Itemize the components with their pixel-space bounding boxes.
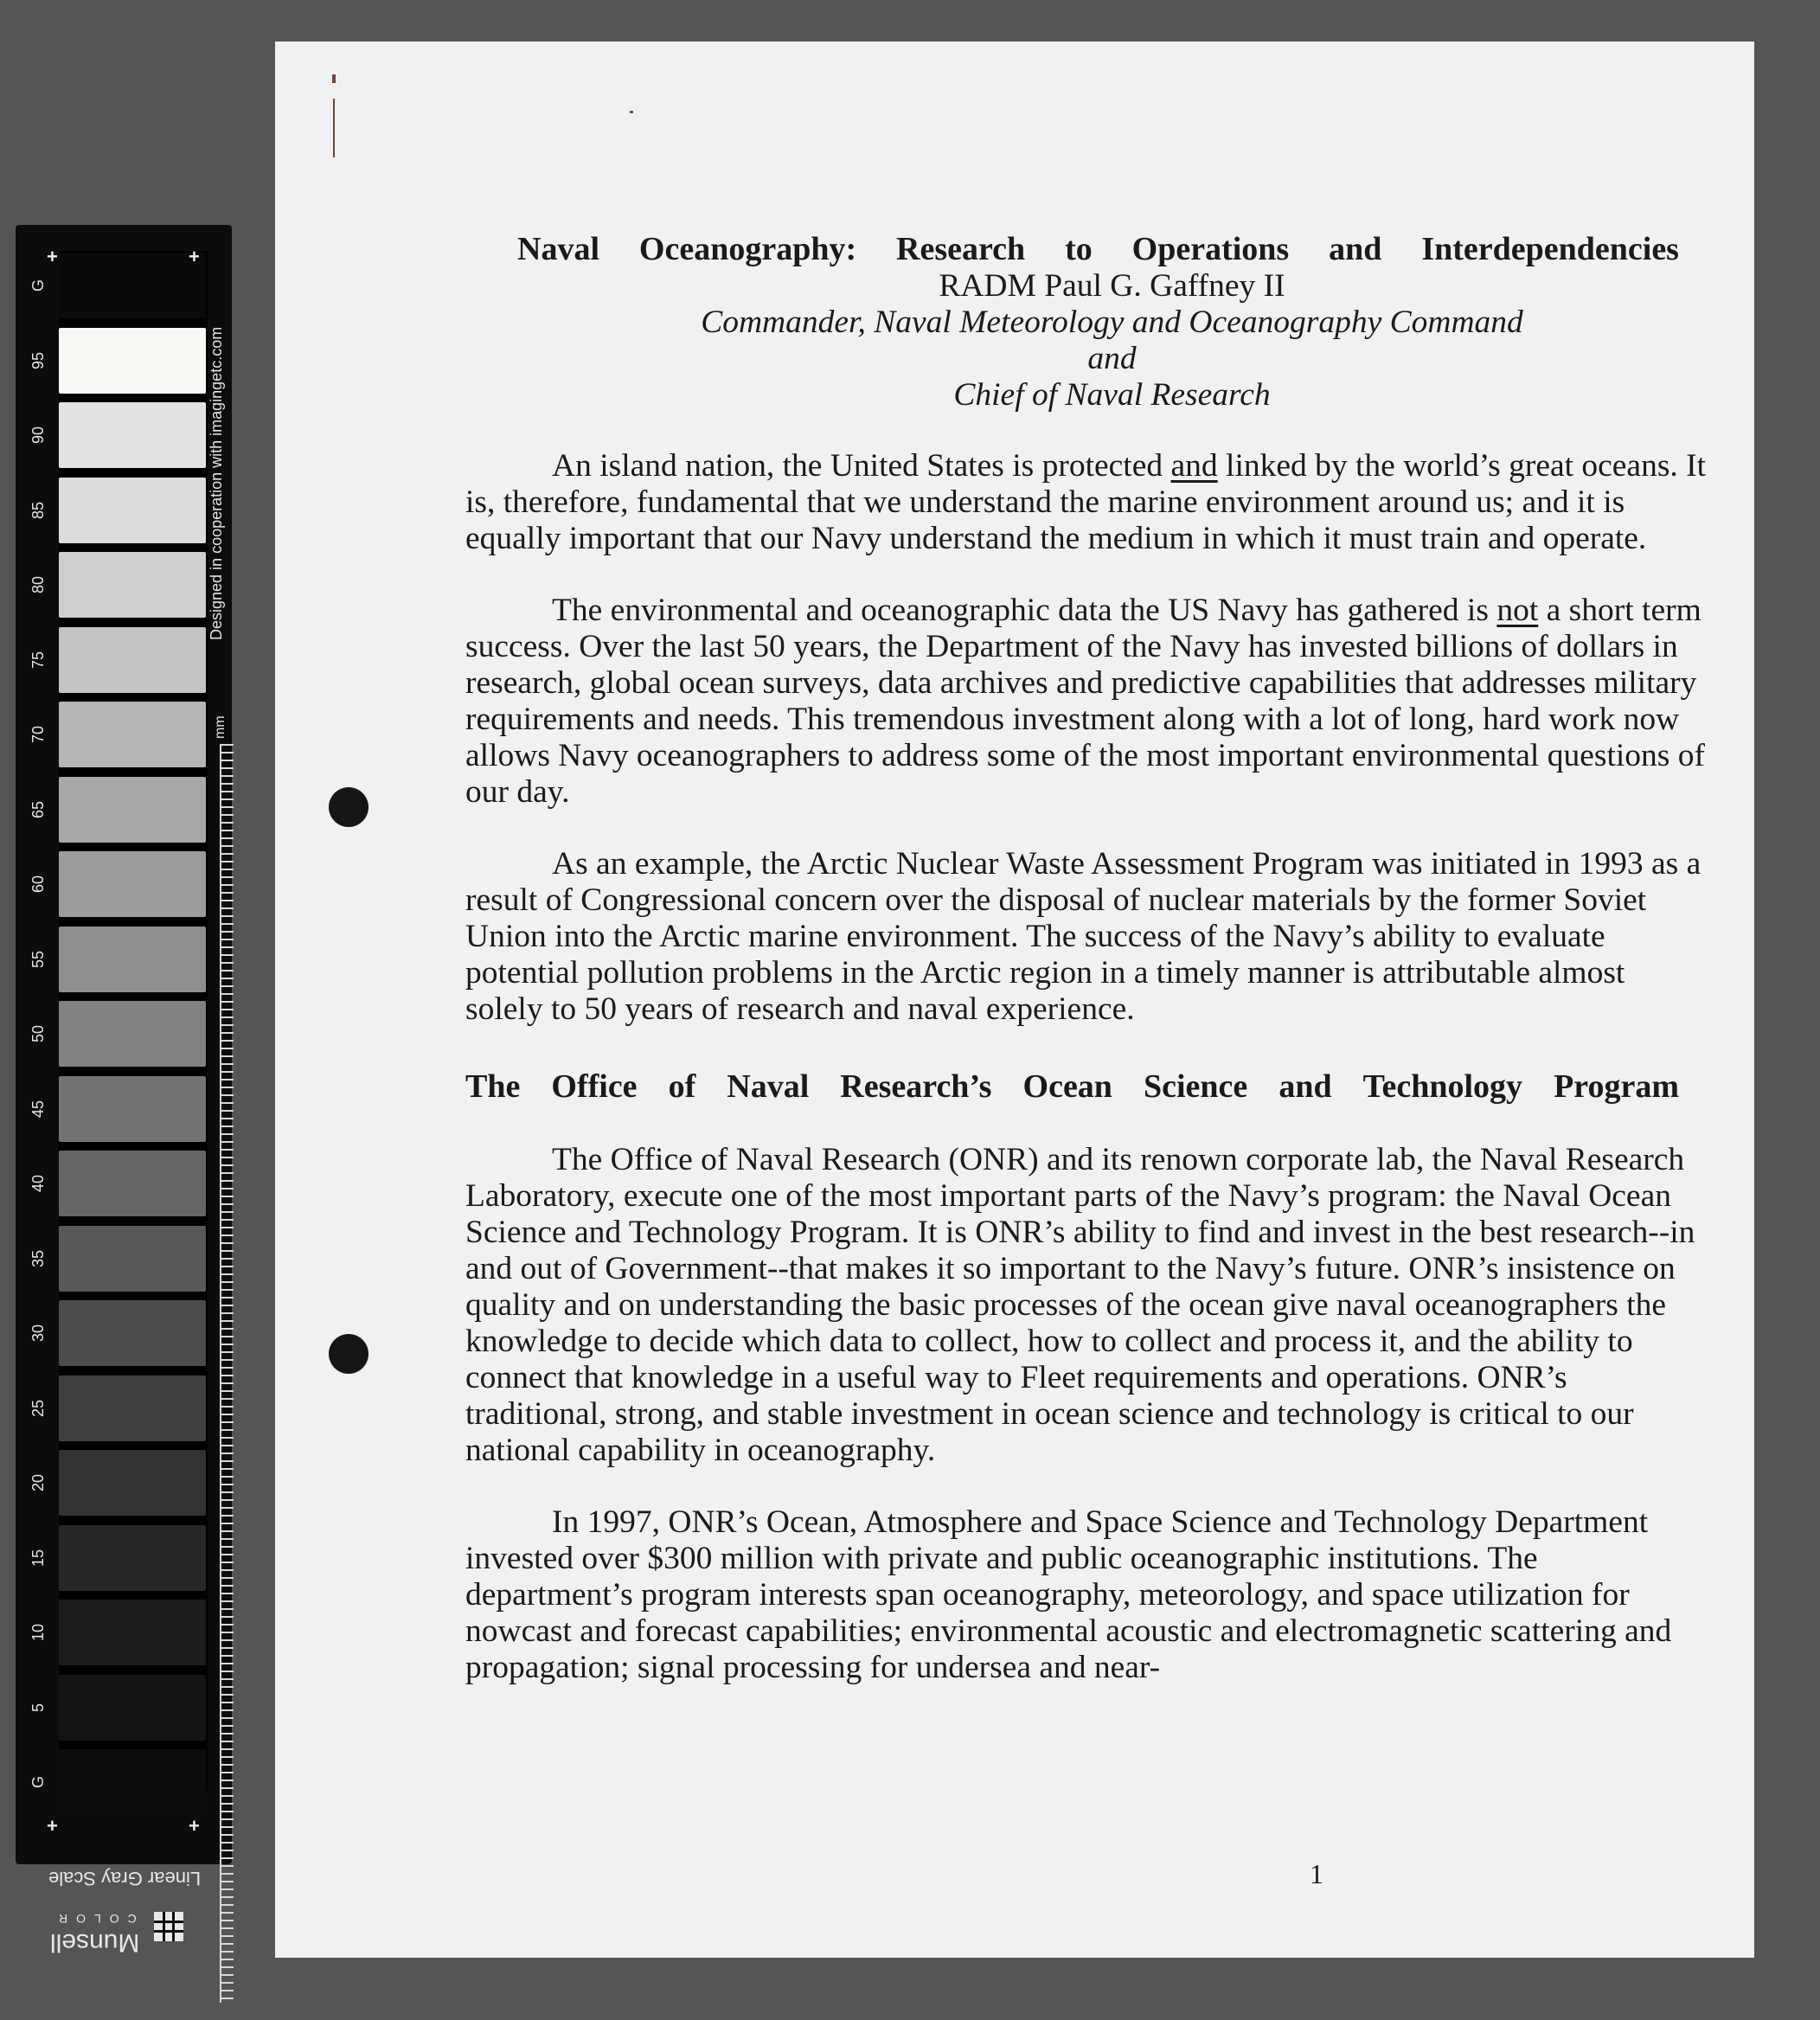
paragraph-1 [465, 448, 1707, 557]
gray-scale-number: 80 [29, 575, 47, 594]
title-word: and [1329, 231, 1382, 267]
gray-swatch [59, 851, 206, 917]
author-role-1: Commander, Naval Meteorology and Oceanography Command [701, 305, 1523, 340]
underlined-word: not [1496, 593, 1539, 628]
section-word: of [668, 1068, 696, 1105]
gray-scale-number: 70 [29, 725, 47, 744]
gray-swatch [59, 777, 206, 843]
mm-ruler [220, 744, 234, 2003]
paragraph-4: The Office of Naval Research (ONR) and its renown corporate lab, the Naval Research Laboratory, execute one of the most important parts of the Navy’s program: the Naval Ocean Science and Technology Program. It is ONR’s ability to find and invest in the best research--in and out of Government--that makes it so important to the Navy’s future. ONR’s insistence on quality and on understanding the basic processes of the ocean give naval oceanographers the knowledge to decide which data to collect, how to collect and process it, and the ability to connect that knowledge in a useful way to Fleet requirements and operations. ONR’s traditional, strong, and stable investment in ocean science and technology is critical to our national capability in oceanography. [465, 1142, 1695, 1468]
title-word: Interdependencies [1421, 231, 1679, 267]
gray-swatch [59, 478, 206, 543]
paper-speck [630, 111, 633, 113]
gray-scale-number: 20 [29, 1473, 47, 1492]
author: RADM Paul G. Gaffney II [939, 268, 1285, 304]
title-word: Oceanography: [638, 231, 857, 267]
gray-scale-number: 35 [29, 1249, 47, 1267]
paragraph-2 [465, 593, 1707, 811]
gray-scale-number: 25 [29, 1399, 47, 1417]
punch-hole [329, 1334, 368, 1374]
gray-swatch [59, 1151, 206, 1216]
gray-scale-number: 30 [29, 1324, 47, 1343]
gray-swatch [59, 1376, 206, 1441]
brand-sub: COLOR [50, 1912, 137, 1926]
paragraph-text: linked by the world’s great oceans. It is, therefore, fundamental that we understand the marine environment around us; and it is equally important that our Navy understand the medium in which it must train and operate. [465, 448, 1707, 556]
gray-swatch [59, 1749, 206, 1815]
credit-text: Designed in cooperation with imagingetc.com [208, 326, 225, 640]
section-word: Office [551, 1068, 638, 1105]
plus-mark: + [47, 1815, 58, 1837]
page-number: 1 [1310, 1858, 1323, 1889]
gray-swatch [59, 1525, 206, 1591]
gray-scale-number: 40 [29, 1174, 47, 1193]
gray-swatch [59, 1300, 206, 1366]
gray-swatch [59, 1600, 206, 1665]
gray-scale-number: 45 [29, 1100, 47, 1118]
gray-scale-number: 85 [29, 501, 47, 519]
document-title [517, 230, 1679, 268]
section-word: and [1278, 1068, 1332, 1105]
paragraph-5: In 1997, ONR’s Ocean, Atmosphere and Space Science and Technology Department invested over $300 million with private and public oceanographic institutions. The department’s program interests span oceanography, meteorology, and space utilization for nowcast and forecast capabilities; environmental acoustic and electromagnetic scattering and propagation; signal processing for undersea and near- [465, 1504, 1672, 1685]
gray-swatch [59, 253, 206, 318]
gray-scale-number: 65 [29, 800, 47, 818]
paragraph-text: a short term success. Over the last 50 years, the Department of the Navy has invested billions of dollars in research, global ocean surveys, data archives and predictive capabilities that addresses military requirements and needs. This tremendous investment along with a lot of long, hard work now allows Navy oceanographers to address some of the most important environmental questions of our day. [465, 593, 1706, 810]
title-word: to [1065, 231, 1093, 267]
gray-scale-card [16, 225, 232, 1957]
paper-mark [333, 99, 335, 157]
section-word: Naval [727, 1068, 810, 1105]
title-word: Naval [517, 231, 599, 267]
gray-swatch [59, 1076, 206, 1142]
gray-scale-number: 55 [29, 950, 47, 968]
section-word: Program [1554, 1068, 1679, 1105]
gray-swatch [59, 1450, 206, 1516]
scale-name: Linear Gray Scale [48, 1868, 202, 1889]
gray-swatch [59, 1226, 206, 1292]
section-word: Ocean [1022, 1068, 1112, 1105]
gray-swatch [59, 927, 206, 992]
section-word: Technology [1362, 1068, 1523, 1105]
gray-swatch [59, 627, 206, 693]
title-word: Research [896, 231, 1026, 267]
munsell-logo-icon [154, 1912, 183, 1941]
gray-scale-number: 15 [29, 1549, 47, 1567]
section-word: Science [1143, 1068, 1248, 1105]
gray-scale-number: G [29, 279, 47, 292]
ruler-unit: mm [213, 715, 228, 739]
plus-mark: + [189, 246, 200, 267]
punch-hole [329, 787, 368, 827]
brand-name: Munsell [50, 1928, 140, 1957]
plus-mark: + [47, 246, 58, 267]
gray-scale-number: 75 [29, 651, 47, 669]
document-body [465, 230, 1707, 1686]
author-role-and: and [1087, 341, 1137, 376]
gray-scale-number: 90 [29, 426, 47, 445]
gray-swatch [59, 1001, 206, 1067]
gray-scale-number: 10 [29, 1623, 47, 1642]
section-heading [465, 1068, 1679, 1105]
title-word: Operations [1131, 231, 1290, 267]
gray-swatch [59, 1675, 206, 1741]
gray-swatch [59, 402, 206, 468]
section-word: Research’s [840, 1068, 992, 1105]
gray-scale-number: 95 [29, 351, 47, 369]
gray-scale-number: 60 [29, 875, 47, 894]
paper-mark [332, 74, 336, 83]
underlined-word: and [1170, 448, 1218, 484]
gray-swatch [59, 328, 206, 394]
gray-scale-number: 5 [29, 1703, 47, 1712]
plus-mark: + [189, 1815, 200, 1837]
gray-scale-number: G [29, 1776, 47, 1789]
author-role-2: Chief of Naval Research [953, 377, 1271, 413]
paragraph-text: An island nation, the United States is protected [552, 448, 1171, 484]
section-word: The [465, 1068, 521, 1105]
gray-scale-number: 50 [29, 1024, 47, 1043]
document-page [275, 42, 1754, 1958]
gray-swatch [59, 552, 206, 618]
paragraph-text: The environmental and oceanographic data the US Navy has gathered is [552, 593, 1497, 628]
gray-swatch [59, 702, 206, 767]
paragraph-3: As an example, the Arctic Nuclear Waste Assessment Program was initiated in 1993 as a result of Congressional concern over the disposal of nuclear materials by the former Soviet Union into the Arctic marine environment. The success of the Navy’s ability to evaluate potential pollution problems in the Arctic region in a timely manner is attributable almost solely to 50 years of research and naval experience. [465, 846, 1701, 1027]
